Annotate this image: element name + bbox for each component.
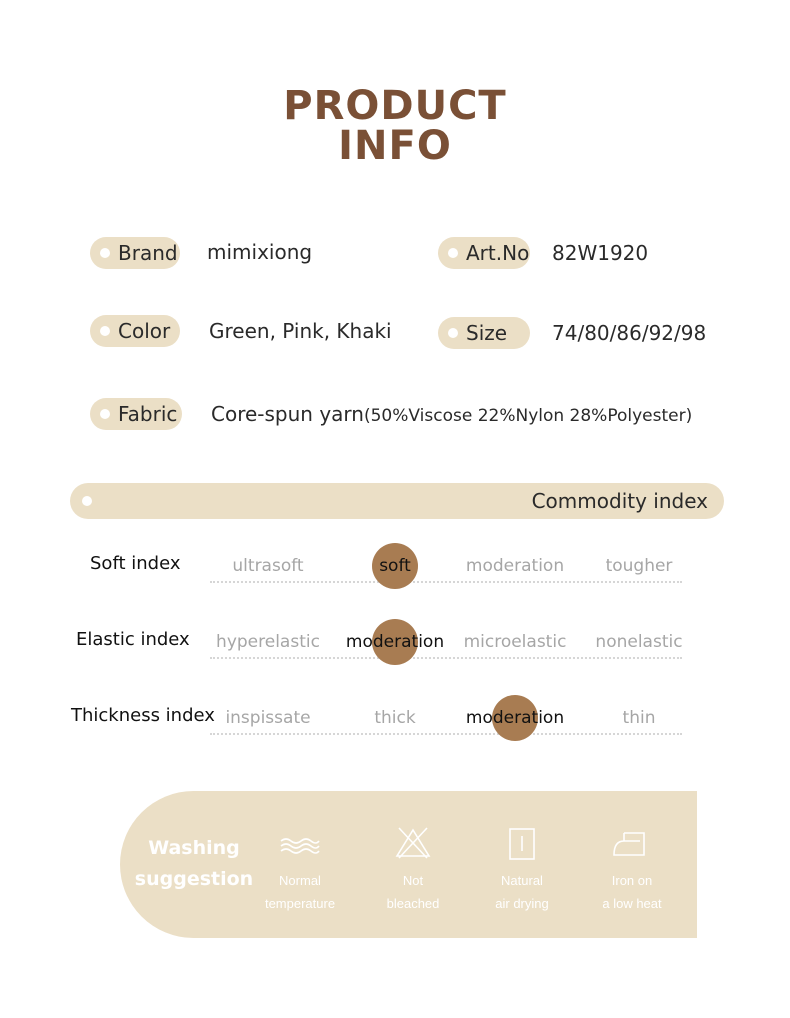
fabric-value bbox=[211, 398, 692, 432]
iron-icon bbox=[610, 829, 650, 859]
triangle-no-bleach-icon bbox=[393, 825, 433, 859]
color-value: Green, Pink, Khaki bbox=[209, 319, 392, 343]
fabric-detail: (50%Viscose 22%Nylon 28%Polyester) bbox=[363, 406, 693, 426]
commodity-index-bar bbox=[70, 483, 724, 519]
wash-item-4-line1: Iron on bbox=[611, 873, 653, 888]
wash-item-1-line2: temperature bbox=[264, 896, 336, 911]
fabric-label: Fabric bbox=[90, 398, 182, 430]
wash-item-2-text bbox=[387, 869, 440, 915]
index-label: Soft index bbox=[90, 553, 181, 574]
washing-title-line2: suggestion bbox=[134, 868, 254, 890]
bullet-dot bbox=[100, 409, 110, 419]
wash-item-4-text bbox=[602, 869, 661, 915]
wash-item-3-line1: Natural bbox=[501, 873, 543, 888]
artno-label: Art.No bbox=[438, 237, 530, 269]
washing-panel bbox=[120, 791, 697, 938]
fabric-main: Core-spun yarn bbox=[211, 402, 364, 426]
index-option: tougher bbox=[605, 556, 673, 576]
index-option: thin bbox=[622, 708, 656, 728]
index-option: nonelastic bbox=[595, 632, 683, 652]
size-value: 74/80/86/92/98 bbox=[552, 321, 707, 345]
index-option: ultrasoft bbox=[232, 556, 304, 576]
brand-label: Brand bbox=[90, 237, 180, 269]
bullet-dot bbox=[100, 326, 110, 336]
dotted-scale-line bbox=[210, 581, 682, 583]
index-label: Thickness index bbox=[71, 705, 215, 726]
index-option: microelastic bbox=[463, 632, 567, 652]
wash-item-2-line2: bleached bbox=[386, 896, 440, 911]
index-option: inspissate bbox=[225, 708, 311, 728]
index-option: hyperelastic bbox=[216, 632, 320, 652]
wash-item-3-text bbox=[495, 869, 548, 915]
index-option: moderation bbox=[465, 708, 565, 728]
bullet-dot bbox=[448, 328, 458, 338]
index-option: moderation bbox=[345, 632, 445, 652]
index-option: moderation bbox=[465, 556, 565, 576]
wash-item-1-line1: Normal bbox=[279, 873, 321, 888]
page-title-line2: INFO bbox=[338, 123, 452, 169]
brand-value: mimixiong bbox=[207, 240, 313, 264]
washing-title bbox=[130, 833, 258, 895]
artno-value: 82W1920 bbox=[552, 241, 649, 265]
index-label: Elastic index bbox=[76, 629, 190, 650]
washing-title-line1: Washing bbox=[148, 837, 240, 859]
color-label: Color bbox=[90, 315, 180, 347]
commodity-index-label: Commodity index bbox=[531, 489, 708, 513]
wash-item-3-line2: air drying bbox=[495, 896, 549, 911]
index-option: soft bbox=[379, 556, 411, 576]
bullet-dot bbox=[82, 496, 92, 506]
wash-item-1-text bbox=[265, 869, 335, 915]
index-option: thick bbox=[374, 708, 416, 728]
dotted-scale-line bbox=[210, 657, 682, 659]
size-label: Size bbox=[438, 317, 530, 349]
water-waves-icon bbox=[279, 836, 321, 856]
page-title-line1: PRODUCT bbox=[283, 83, 507, 129]
bullet-dot bbox=[100, 248, 110, 258]
wash-item-4-line2: a low heat bbox=[602, 896, 662, 911]
wash-item-2-line1: Not bbox=[402, 873, 424, 888]
bullet-dot bbox=[448, 248, 458, 258]
hang-dry-icon bbox=[507, 827, 537, 861]
dotted-scale-line bbox=[210, 733, 682, 735]
